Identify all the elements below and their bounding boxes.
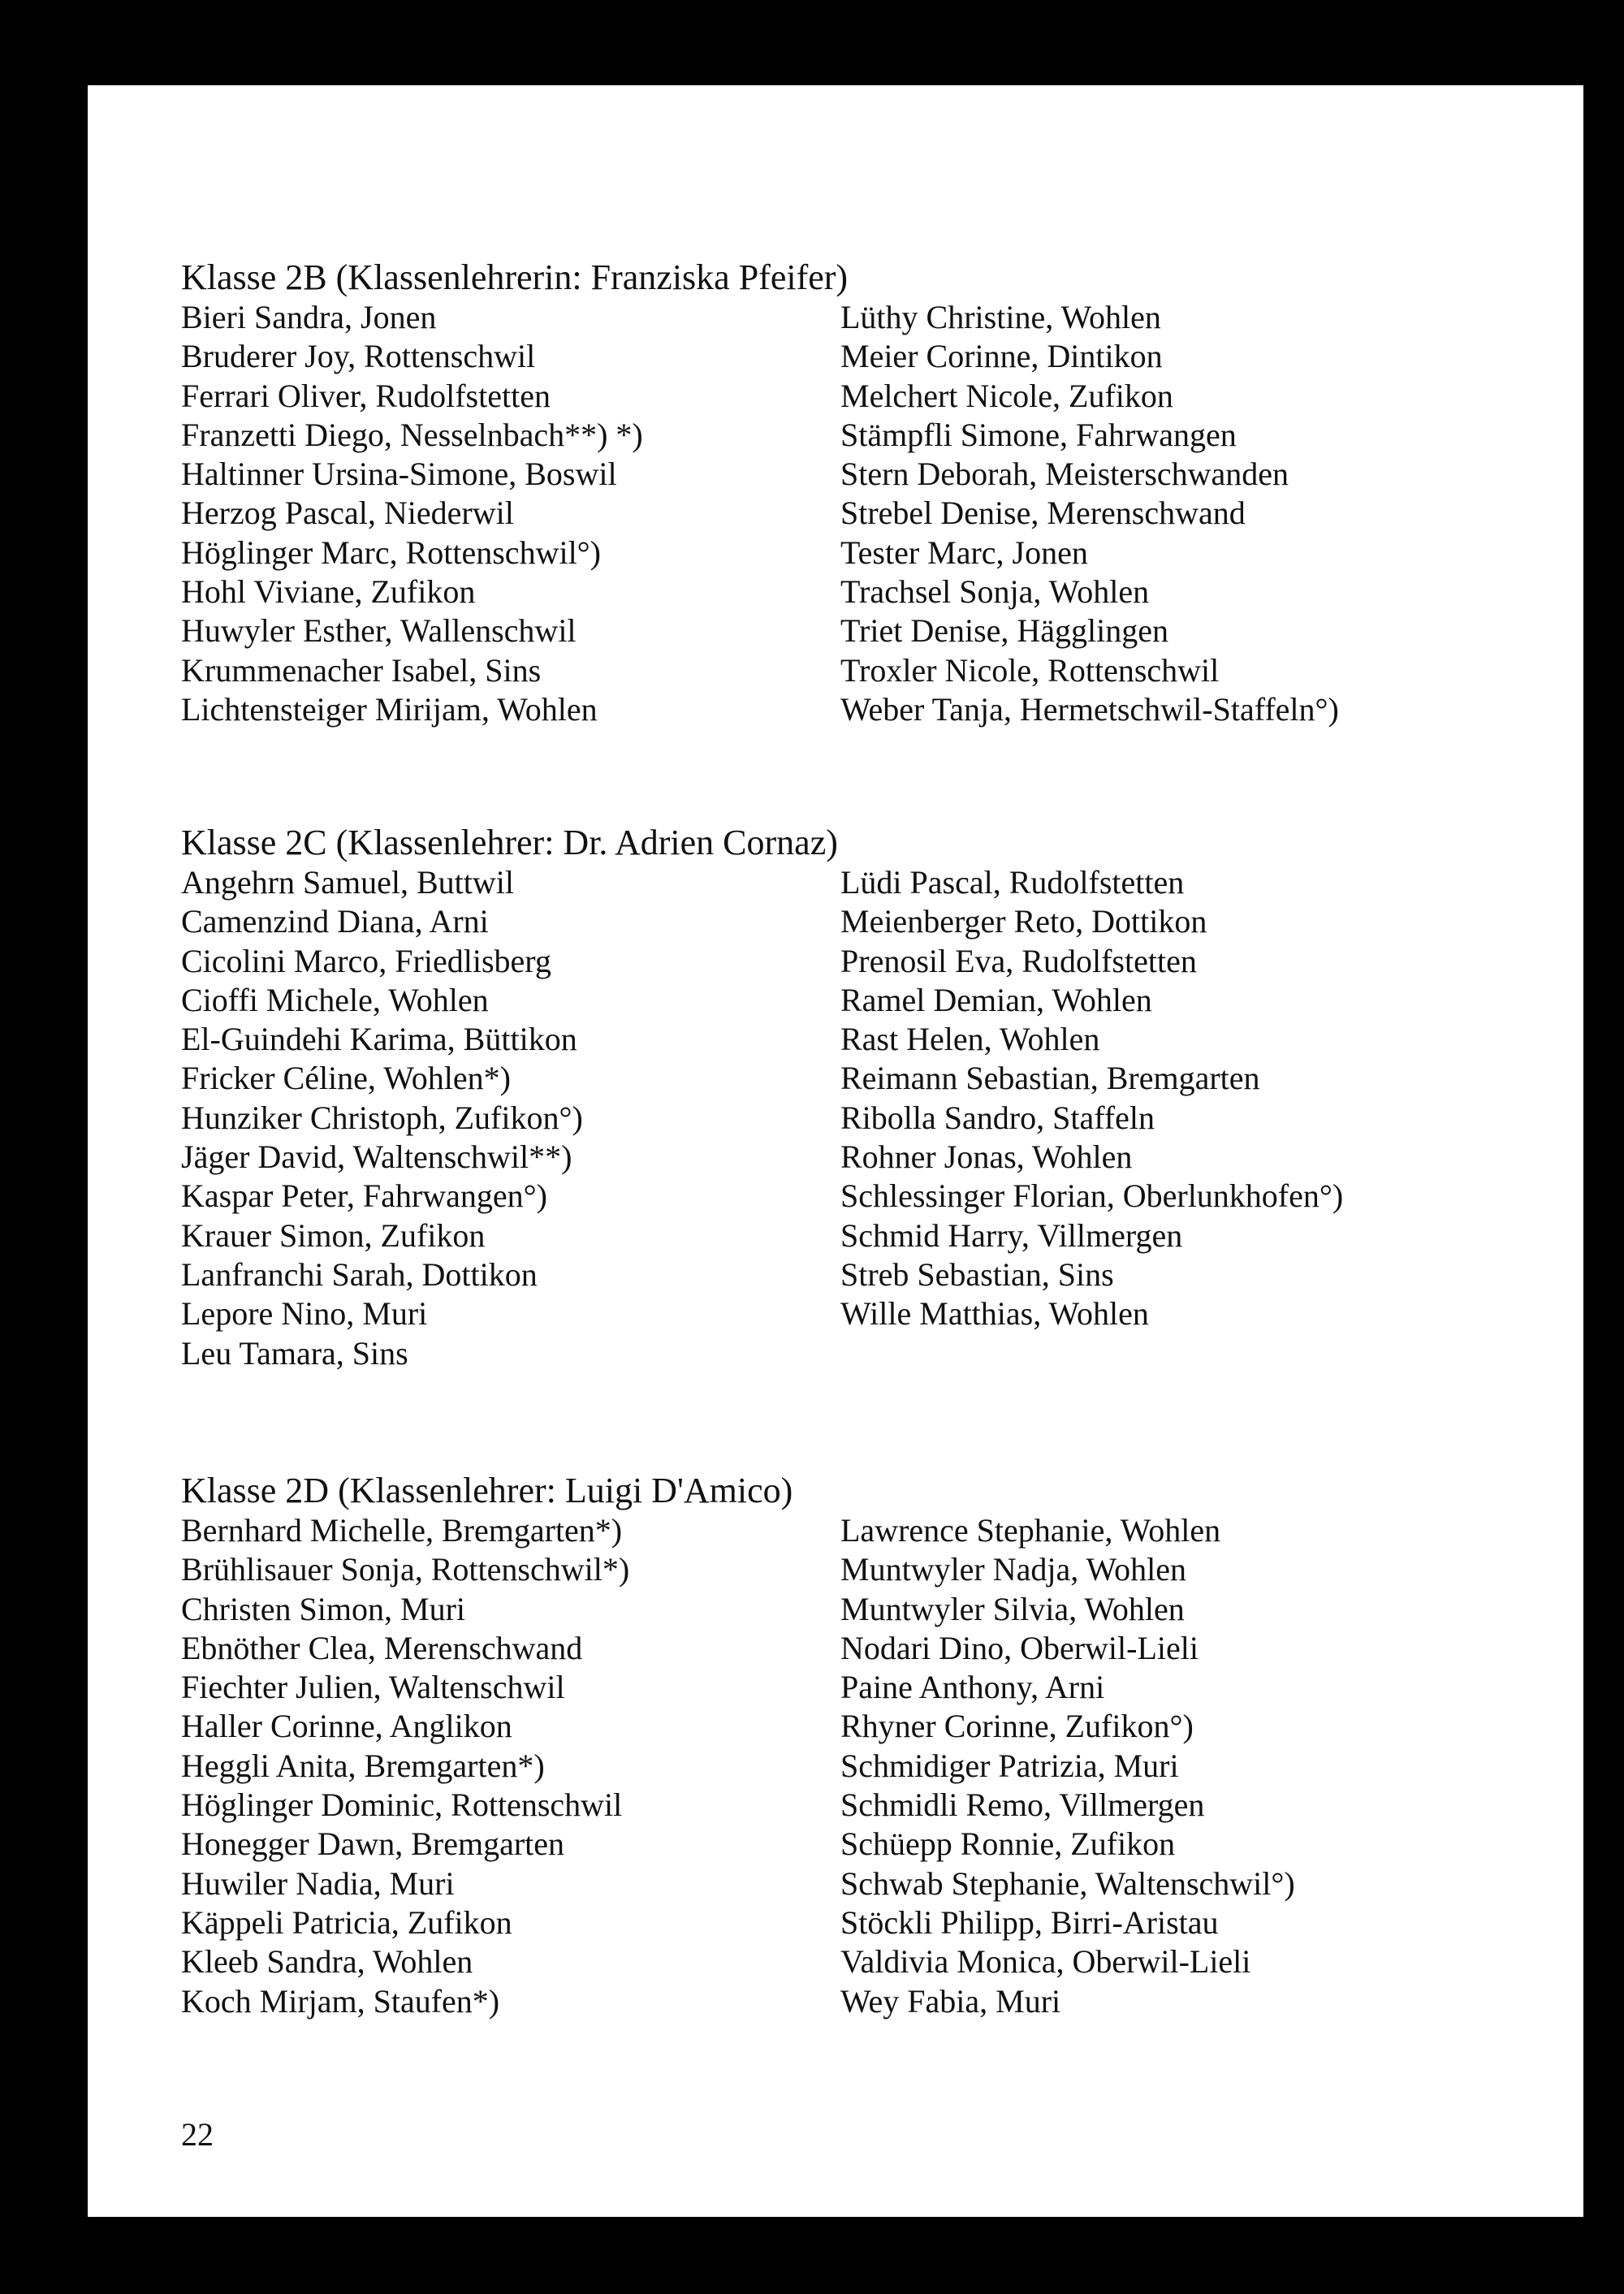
student-entry: Bernhard Michelle, Bremgarten*) bbox=[181, 1512, 623, 1549]
student-entry: Schmid Harry, Villmergen bbox=[840, 1216, 1183, 1254]
student-list-right bbox=[840, 863, 1343, 1334]
class-section-2d bbox=[181, 1471, 1513, 2020]
student-list-left bbox=[181, 1511, 629, 2021]
student-entry: Muntwyler Silvia, Wohlen bbox=[840, 1590, 1185, 1627]
student-entry: Lichtensteiger Mirijam, Wohlen bbox=[181, 690, 598, 728]
class-heading: Klasse 2D (Klassenlehrer: Luigi D'Amico) bbox=[181, 1471, 793, 1510]
student-list-right bbox=[840, 1511, 1295, 2021]
student-entry: Troxler Nicole, Rottenschwil bbox=[840, 651, 1220, 689]
student-entry: Cioffi Michele, Wohlen bbox=[181, 981, 489, 1018]
student-entry: Krummenacher Isabel, Sins bbox=[181, 651, 542, 689]
student-entry: Ferrari Oliver, Rudolfstetten bbox=[181, 377, 551, 414]
student-entry: Hunziker Christoph, Zufikon°) bbox=[181, 1099, 583, 1136]
student-entry: Brühlisauer Sonja, Rottenschwil*) bbox=[181, 1551, 630, 1588]
student-entry: Fricker Céline, Wohlen*) bbox=[181, 1060, 511, 1097]
student-entry: Stern Deborah, Meisterschwanden bbox=[840, 456, 1289, 493]
student-entry: Schlessinger Florian, Oberlunkhofen°) bbox=[840, 1177, 1344, 1215]
student-entry: Kleeb Sandra, Wohlen bbox=[181, 1943, 473, 1981]
page-number: 22 bbox=[181, 2116, 214, 2153]
class-section-2b bbox=[181, 257, 1513, 728]
student-entry: Trachsel Sonja, Wohlen bbox=[840, 573, 1150, 611]
student-entry: Rhyner Corinne, Zufikon°) bbox=[840, 1708, 1194, 1745]
student-entry: Rast Helen, Wohlen bbox=[840, 1021, 1100, 1058]
student-entry: Muntwyler Nadja, Wohlen bbox=[840, 1551, 1186, 1588]
student-entry: Stämpfli Simone, Fahrwangen bbox=[840, 416, 1237, 453]
class-section-2c bbox=[181, 823, 1513, 1372]
student-entry: Franzetti Diego, Nesselnbach**) *) bbox=[181, 416, 643, 453]
student-entry: Melchert Nicole, Zufikon bbox=[840, 377, 1173, 414]
student-entry: Streb Sebastian, Sins bbox=[840, 1255, 1114, 1293]
student-entry: Strebel Denise, Merenschwand bbox=[840, 495, 1246, 532]
student-entry: Weber Tanja, Hermetschwil-Staffeln°) bbox=[840, 690, 1339, 728]
student-entry: Schüepp Ronnie, Zufikon bbox=[840, 1825, 1176, 1863]
student-entry: Käppeli Patricia, Zufikon bbox=[181, 1903, 512, 1941]
student-entry: Huwiler Nadia, Muri bbox=[181, 1864, 455, 1902]
student-entry: Valdivia Monica, Oberwil-Lieli bbox=[840, 1943, 1251, 1981]
document-page bbox=[88, 85, 1583, 2217]
student-entry: Schwab Stephanie, Waltenschwil°) bbox=[840, 1864, 1295, 1902]
student-entry: Ribolla Sandro, Staffeln bbox=[840, 1099, 1155, 1136]
student-entry: Meier Corinne, Dintikon bbox=[840, 338, 1163, 375]
student-entry: Lawrence Stephanie, Wohlen bbox=[840, 1512, 1221, 1549]
student-entry: Haltinner Ursina-Simone, Boswil bbox=[181, 456, 617, 493]
student-entry: Haller Corinne, Anglikon bbox=[181, 1708, 512, 1745]
student-entry: Reimann Sebastian, Bremgarten bbox=[840, 1060, 1260, 1097]
student-entry: Fiechter Julien, Waltenschwil bbox=[181, 1669, 565, 1706]
student-entry: Triet Denise, Hägglingen bbox=[840, 612, 1169, 650]
student-entry: Leu Tamara, Sins bbox=[181, 1334, 408, 1372]
student-entry: Lepore Nino, Muri bbox=[181, 1295, 428, 1333]
class-heading: Klasse 2B (Klassenlehrerin: Franziska Pfeifer) bbox=[181, 257, 849, 297]
student-entry: Honegger Dawn, Bremgarten bbox=[181, 1825, 565, 1863]
student-entry: Wey Fabia, Muri bbox=[840, 1982, 1061, 2020]
student-entry: Ebnöther Clea, Merenschwand bbox=[181, 1629, 583, 1666]
class-heading: Klasse 2C (Klassenlehrer: Dr. Adrien Cornaz) bbox=[181, 823, 838, 862]
student-entry: Paine Anthony, Arni bbox=[840, 1669, 1105, 1706]
student-entry: Jäger David, Waltenschwil**) bbox=[181, 1138, 572, 1176]
student-entry: Christen Simon, Muri bbox=[181, 1590, 466, 1627]
student-entry: Herzog Pascal, Niederwil bbox=[181, 495, 514, 532]
student-entry: Krauer Simon, Zufikon bbox=[181, 1216, 486, 1254]
student-entry: Koch Mirjam, Staufen*) bbox=[181, 1982, 500, 2020]
student-entry: Rohner Jonas, Wohlen bbox=[840, 1138, 1133, 1176]
student-entry: Huwyler Esther, Wallenschwil bbox=[181, 612, 577, 650]
student-entry: Bruderer Joy, Rottenschwil bbox=[181, 338, 536, 375]
student-entry: Angehrn Samuel, Buttwil bbox=[181, 864, 514, 901]
student-entry: Schmidli Remo, Villmergen bbox=[840, 1786, 1205, 1824]
student-entry: Lüthy Christine, Wohlen bbox=[840, 299, 1161, 335]
student-entry: El-Guindehi Karima, Büttikon bbox=[181, 1021, 577, 1058]
student-entry: Schmidiger Patrizia, Muri bbox=[840, 1747, 1179, 1784]
student-entry: Lüdi Pascal, Rudolfstetten bbox=[840, 864, 1185, 901]
student-entry: Meienberger Reto, Dottikon bbox=[840, 903, 1207, 940]
student-list-left bbox=[181, 863, 583, 1373]
student-entry: Nodari Dino, Oberwil-Lieli bbox=[840, 1629, 1199, 1666]
student-entry: Prenosil Eva, Rudolfstetten bbox=[840, 942, 1197, 979]
student-entry: Bieri Sandra, Jonen bbox=[181, 299, 437, 335]
student-list-right bbox=[840, 298, 1339, 729]
student-entry: Kaspar Peter, Fahrwangen°) bbox=[181, 1177, 547, 1215]
student-entry: Stöckli Philipp, Birri-Aristau bbox=[840, 1903, 1219, 1941]
student-entry: Höglinger Dominic, Rottenschwil bbox=[181, 1786, 623, 1824]
student-entry: Ramel Demian, Wohlen bbox=[840, 981, 1152, 1018]
student-entry: Heggli Anita, Bremgarten*) bbox=[181, 1747, 545, 1784]
student-entry: Wille Matthias, Wohlen bbox=[840, 1295, 1149, 1333]
student-entry: Camenzind Diana, Arni bbox=[181, 903, 489, 940]
student-entry: Hohl Viviane, Zufikon bbox=[181, 573, 476, 611]
student-list-left bbox=[181, 298, 643, 729]
student-entry: Höglinger Marc, Rottenschwil°) bbox=[181, 534, 601, 571]
student-entry: Tester Marc, Jonen bbox=[840, 534, 1088, 571]
student-entry: Lanfranchi Sarah, Dottikon bbox=[181, 1255, 538, 1293]
student-entry: Cicolini Marco, Friedlisberg bbox=[181, 942, 551, 979]
